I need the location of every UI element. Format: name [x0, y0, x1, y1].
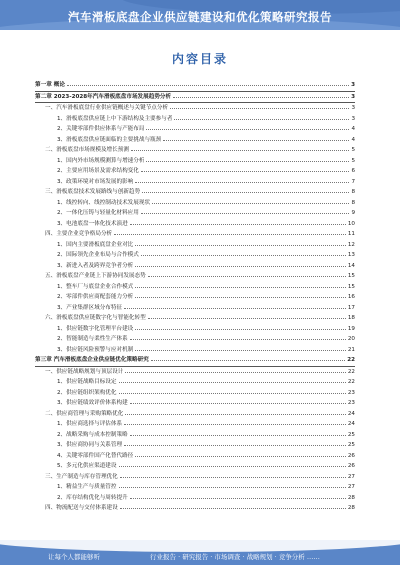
toc-page-number: 5 — [351, 147, 355, 153]
toc-section-entry[interactable] — [35, 166, 355, 177]
footer-slogan: 让每个人都能够听 — [48, 553, 100, 561]
toc-section-entry[interactable] — [35, 219, 355, 230]
toc-section-entry[interactable] — [35, 472, 355, 483]
toc-entry-title: 五、滑板底盘产业链上下游协同发展态势 — [45, 273, 146, 279]
toc-section-entry[interactable] — [35, 482, 355, 493]
toc-leader-dots — [124, 420, 346, 425]
toc-page-number: 14 — [347, 262, 355, 269]
toc-leader-dots — [135, 293, 346, 298]
toc-entry-title: 1、供应链战略目标设定 — [57, 379, 117, 385]
toc-page-number: 25 — [347, 431, 355, 438]
toc-entry-title: 2、智能制造与柔性生产体系 — [57, 336, 128, 342]
toc-leader-dots — [135, 452, 346, 457]
toc-entry-title: 1、整车厂与底盘企业合作模式 — [57, 283, 134, 290]
toc-entry-title: 第一章 概论 — [35, 82, 65, 88]
toc-entry-title: 3、产业集群区域分布特征 — [57, 304, 123, 311]
toc-page-number: 3 — [351, 93, 355, 100]
toc-leader-dots — [114, 230, 346, 235]
toc-entry-title: 三、滑板底盘技术发展路线与创新趋势 — [45, 189, 141, 195]
toc-leader-dots — [125, 410, 346, 415]
toc-page-number: 22 — [347, 368, 355, 375]
toc-leader-dots — [148, 272, 346, 277]
toc-chapter-entry[interactable] — [35, 80, 355, 92]
toc-leader-dots — [135, 283, 346, 288]
toc-section-entry[interactable] — [35, 240, 355, 251]
toc-page-number: 22 — [347, 379, 355, 385]
toc-page-number: 11 — [347, 231, 355, 237]
toc-leader-dots — [141, 251, 346, 256]
toc-section-entry[interactable] — [35, 334, 355, 345]
toc-leader-dots — [130, 494, 346, 499]
toc-leader-dots — [130, 335, 346, 340]
toc-page-number: 27 — [347, 484, 355, 490]
footer-services: 行业报告 · 研究报告 · 市场调查 · 战略规划 · 竞争分析 …… — [150, 553, 320, 561]
toc-section-entry[interactable] — [35, 503, 355, 514]
toc-entry-title: 二、滑板底盘市场规模及增长预测 — [45, 147, 129, 153]
toc-entry-title: 1、供应商选择与评估体系 — [57, 421, 123, 427]
toc-section-entry[interactable] — [35, 493, 355, 504]
toc-leader-dots — [152, 199, 349, 204]
toc-entry-title: 3、供应商协同与关系管理 — [57, 442, 123, 448]
toc-page-number: 7 — [351, 178, 355, 185]
toc-page-number: 12 — [347, 241, 355, 248]
toc-entry-title: 2、零部件供应商配套能力分析 — [57, 294, 134, 300]
toc-entry-title: 四、物流配送与交付体系建设 — [45, 505, 118, 511]
toc-section-entry[interactable] — [35, 103, 355, 114]
toc-page-number: 25 — [347, 442, 355, 448]
toc-page-number: 17 — [347, 304, 355, 311]
footer-wave-decoration — [0, 540, 400, 552]
toc-page-number: 3 — [351, 105, 355, 111]
toc-page-number: 27 — [347, 473, 355, 480]
toc-leader-dots — [120, 473, 346, 478]
toc-entry-title: 2、国际领先企业布局与合作模式 — [57, 252, 139, 258]
toc-entry-title: 一、汽车滑板底盘行业供应链概述与关键节点分析 — [45, 105, 169, 111]
toc-leader-dots — [130, 220, 346, 225]
toc-entry-title: 二、供应商管理与采购策略优化 — [45, 410, 124, 417]
toc-page-number: 15 — [347, 273, 355, 279]
toc-entry-title: 2、一体化压铸与轻量化材料应用 — [57, 210, 139, 216]
toc-leader-dots — [125, 368, 346, 373]
toc-entry-title: 1、滑板底盘供应链上中下游结构及主要参与者 — [57, 115, 173, 122]
toc-page-number: 26 — [347, 463, 355, 469]
toc-entry-title: 4、关键零部件国产化替代路径 — [57, 452, 134, 459]
toc-page-number: 20 — [347, 336, 355, 342]
toc-section-entry[interactable] — [35, 145, 355, 156]
toc-page-number: 8 — [351, 189, 355, 195]
footer-band — [0, 540, 400, 565]
toc-leader-dots — [141, 209, 350, 214]
toc-leader-dots — [146, 157, 349, 162]
toc-page-number: 24 — [347, 410, 355, 417]
toc-page-number: 23 — [347, 389, 355, 396]
toc-page-number: 3 — [351, 115, 355, 122]
toc-leader-dots — [148, 314, 346, 319]
toc-page-number: 16 — [347, 294, 355, 300]
toc-leader-dots — [119, 389, 346, 394]
toc-leader-dots — [67, 81, 349, 86]
toc-section-entry[interactable] — [35, 345, 355, 356]
toc-page-number: 4 — [351, 136, 355, 143]
toc-entry-title: 1、国内外市场规模测算与增速分析 — [57, 157, 145, 164]
toc-page-number: 23 — [347, 400, 355, 406]
toc-section-entry[interactable] — [35, 271, 355, 282]
toc-section-entry[interactable] — [35, 367, 355, 378]
toc-page-number: 22 — [347, 357, 355, 363]
toc-leader-dots — [120, 504, 346, 509]
toc-section-entry[interactable] — [35, 282, 355, 293]
report-title: 汽车滑板底盘企业供应链建设和优化策略研究报告 — [68, 10, 332, 24]
toc-leader-dots — [142, 188, 349, 193]
toc-section-entry[interactable] — [35, 135, 355, 146]
toc-entry-title: 1、国内主要滑板底盘企业对比 — [57, 241, 134, 248]
toc-section-entry[interactable] — [35, 261, 355, 272]
toc-page-number: 15 — [347, 283, 355, 290]
toc-section-entry[interactable] — [35, 114, 355, 125]
toc-section-entry[interactable] — [35, 177, 355, 188]
toc-page-number: 28 — [347, 505, 355, 511]
toc-leader-dots — [174, 115, 349, 120]
toc-section-entry[interactable] — [35, 430, 355, 441]
toc-leader-dots — [119, 483, 346, 488]
toc-leader-dots — [119, 462, 346, 467]
toc-page-number: 5 — [351, 157, 355, 164]
toc-entry-title: 第三章 汽车滑板底盘企业供应链优化策略研究 — [35, 357, 149, 363]
toc-leader-dots — [130, 431, 346, 436]
toc-page-number: 28 — [347, 494, 355, 501]
toc-section-entry[interactable] — [35, 398, 355, 409]
toc-entry-title: 5、多元化供应渠道建设 — [57, 463, 117, 469]
table-of-contents — [35, 80, 355, 514]
toc-entry-title: 1、线控转向、线控制动技术发展现状 — [57, 199, 151, 206]
toc-section-entry[interactable] — [35, 229, 355, 240]
toc-entry-title: 3、供应链风险预警与应对机制 — [57, 346, 134, 353]
toc-leader-dots — [131, 146, 350, 151]
toc-entry-title: 3、滑板底盘供应链面临的主要挑战与瓶颈 — [57, 136, 162, 143]
toc-entry-title: 三、生产制造与库存管理优化 — [45, 473, 118, 480]
toc-leader-dots — [135, 178, 349, 183]
toc-section-entry[interactable] — [35, 324, 355, 335]
toc-section-entry[interactable] — [35, 377, 355, 388]
toc-section-entry[interactable] — [35, 124, 355, 135]
toc-section-entry[interactable] — [35, 388, 355, 399]
toc-leader-dots — [170, 104, 349, 109]
toc-page-number: 10 — [347, 220, 355, 227]
toc-page-number: 6 — [351, 168, 355, 174]
toc-page-number: 3 — [351, 82, 355, 88]
toc-section-entry[interactable] — [35, 303, 355, 314]
toc-entry-title: 六、滑板底盘供应链数字化与智能化转型 — [45, 315, 146, 321]
toc-leader-dots — [119, 378, 346, 383]
toc-section-entry[interactable] — [35, 419, 355, 430]
toc-leader-dots — [135, 262, 346, 267]
toc-entry-title: 2、战略采购与成本控制策略 — [57, 431, 128, 438]
toc-leader-dots — [151, 356, 345, 361]
toc-section-entry[interactable] — [35, 440, 355, 451]
toc-section-entry[interactable] — [35, 313, 355, 324]
toc-entry-title: 四、主要企业竞争格局分析 — [45, 231, 113, 237]
toc-section-entry[interactable] — [35, 409, 355, 420]
toc-leader-dots — [173, 93, 349, 98]
toc-entry-title: 2、关键零部件供应体系与产能布局 — [57, 126, 145, 132]
toc-heading: 内容目录 — [171, 52, 228, 66]
toc-leader-dots — [135, 241, 346, 246]
toc-leader-dots — [130, 399, 346, 404]
toc-entry-title: 3、电池底盘一体化技术演进 — [57, 220, 128, 227]
toc-entry-title: 3、政策环境对市场发展的影响 — [57, 178, 134, 185]
toc-entry-title: 一、供应链战略规划与顶层设计 — [45, 368, 124, 375]
toc-page-number: 4 — [351, 126, 355, 132]
toc-section-entry[interactable] — [35, 208, 355, 219]
toc-section-entry[interactable] — [35, 198, 355, 209]
toc-section-entry[interactable] — [35, 156, 355, 167]
toc-section-entry[interactable] — [35, 187, 355, 198]
toc-entry-title: 2、主要应用场景及需求结构变化 — [57, 168, 139, 174]
toc-section-entry[interactable] — [35, 292, 355, 303]
toc-leader-dots — [124, 304, 346, 309]
toc-section-entry[interactable] — [35, 250, 355, 261]
toc-leader-dots — [141, 167, 350, 172]
toc-entry-title: 3、新进入者及跨界竞争者分析 — [57, 262, 134, 269]
toc-page-number: 18 — [347, 315, 355, 321]
toc-leader-dots — [146, 125, 349, 130]
toc-page-number: 19 — [347, 325, 355, 332]
toc-leader-dots — [135, 325, 346, 330]
toc-section-entry[interactable] — [35, 451, 355, 462]
toc-page-number: 21 — [347, 346, 355, 353]
toc-page-number: 8 — [351, 199, 355, 206]
toc-entry-title: 第二章 2023-2028年汽车滑板底盘市场发展趋势分析 — [35, 93, 172, 100]
toc-entry-title: 1、供应链数字化管理平台建设 — [57, 325, 134, 332]
toc-leader-dots — [124, 441, 346, 446]
toc-leader-dots — [163, 136, 349, 141]
toc-entry-title: 3、供应链绩效评价体系构建 — [57, 400, 128, 406]
toc-entry-title: 2、库存结构优化与周转提升 — [57, 494, 128, 501]
toc-chapter-entry[interactable] — [35, 355, 355, 367]
toc-leader-dots — [135, 346, 346, 351]
toc-page-number: 9 — [351, 210, 355, 216]
toc-entry-title: 2、供应链组织架构优化 — [57, 389, 117, 396]
toc-page-number: 13 — [347, 252, 355, 258]
toc-chapter-entry[interactable] — [35, 92, 355, 104]
toc-entry-title: 1、精益生产与质量管控 — [57, 484, 117, 490]
toc-page-number: 24 — [347, 421, 355, 427]
toc-section-entry[interactable] — [35, 461, 355, 472]
toc-page-number: 26 — [347, 452, 355, 459]
